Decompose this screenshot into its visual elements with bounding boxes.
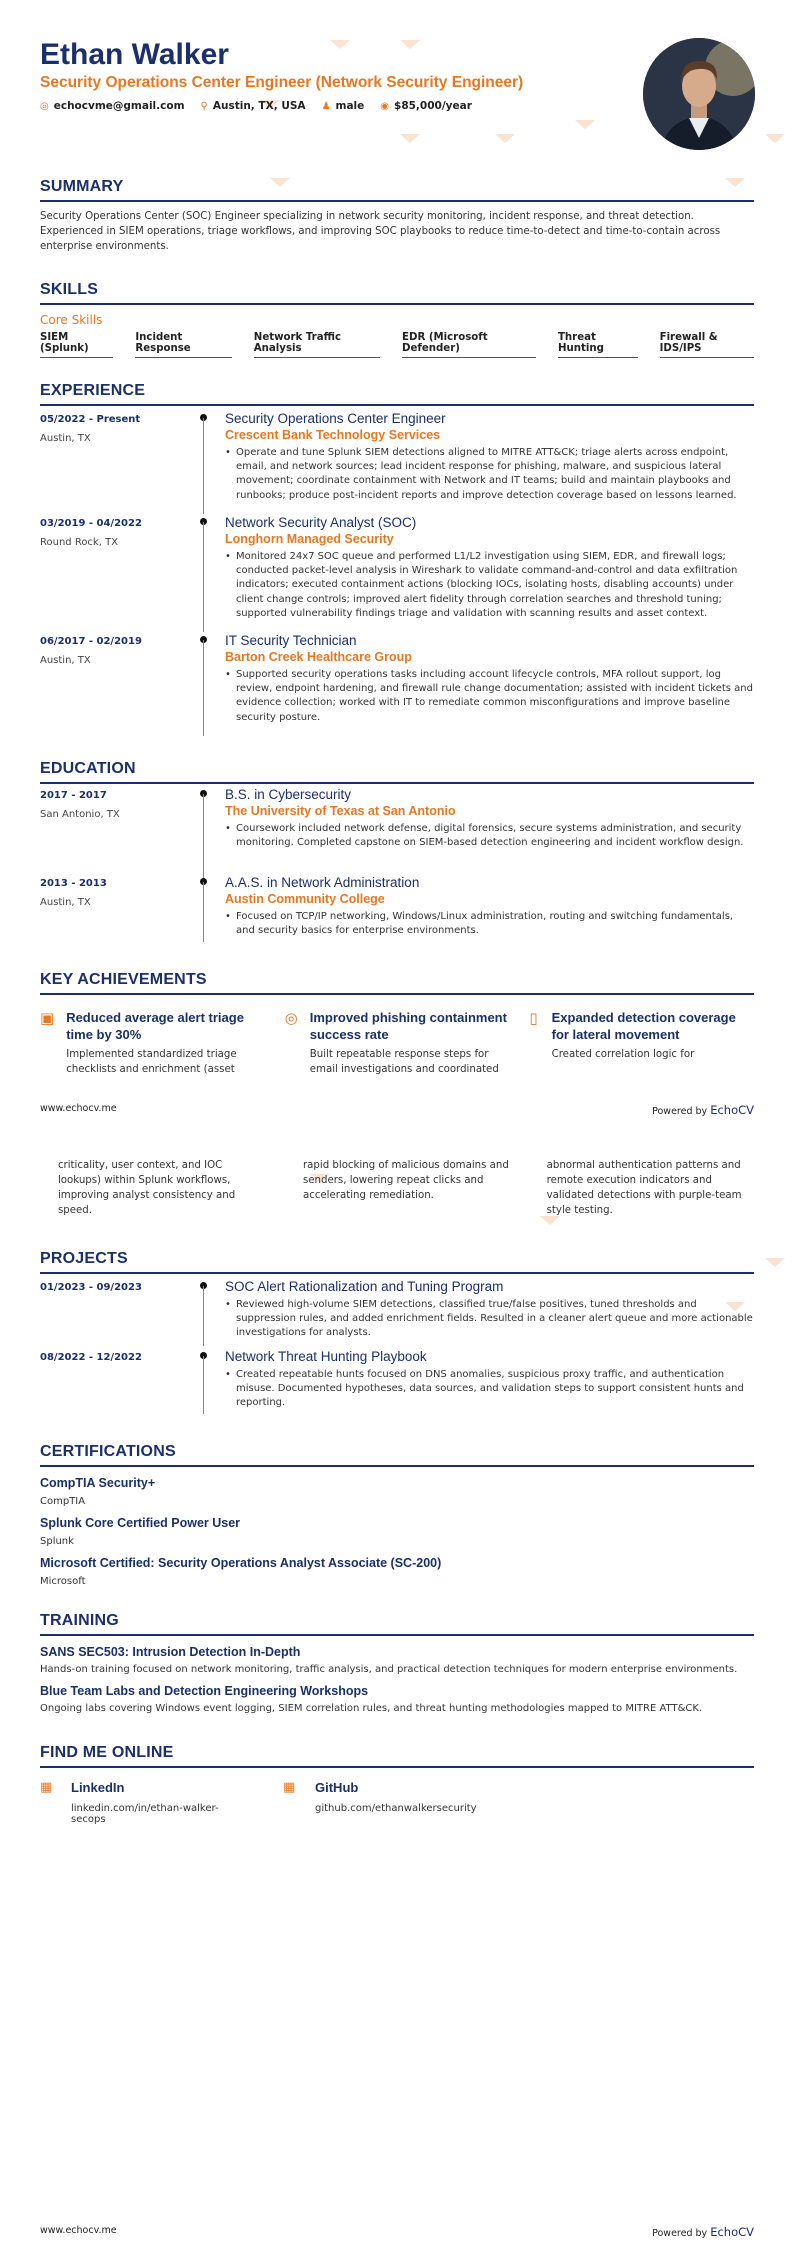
entry-title: SOC Alert Rationalization and Tuning Program [225,1279,504,1294]
achievement-item [285,1009,510,1077]
page-footer [40,2225,754,2239]
entry-org: Austin Community College [225,892,385,906]
cert-issuer: Splunk [40,1536,74,1547]
section-title: KEY ACHIEVEMENTS [40,971,754,995]
achievement-text: rapid blocking of malicious domains and senders, lowering repeat clicks and accelerating remediation. [302,1160,509,1201]
candidate-name: Ethan Walker [40,38,229,71]
cert-name: Splunk Core Certified Power User [40,1516,241,1530]
projects-section [40,1250,754,1409]
entry-description: • Operate and tune Splunk SIEM detections aligned to MITRE ATT&CK; triage alerts across endpoint, email, and network sources; lead incident response for phishing, malware, and suspicious lateral movement; coordinate containment with Network and IT teams; build and maintain playbooks and runbooks; produce post-incident reports and improve detection coverage based on lessons learned. [225,446,754,503]
achievement-text: Created correlation logic for [551,1049,695,1060]
decor-triangle [400,134,420,143]
summary-text: Security Operations Center (SOC) Engineer specializing in network security monitoring, incident response, and threat detection. Experienced in SIEM operations, triage workflows, and improving SOC playbooks to reduce time-to-detect and time-to-contain across enterprise environments. [40,211,721,252]
achievement-item [40,1009,265,1077]
contact-salary: ◉ $85,000/year [380,100,472,112]
entry-description: • Supported security operations tasks including account lifecycle controls, MFA rollout support, log review, endpoint hardening, and firewall rule change documentation; assisted with incident tickets and evidence collection; worked with IT to remediate common misconfigurations and improve baseline security posture. [225,668,754,725]
section-title: FIND ME ONLINE [40,1744,754,1768]
timeline-line [203,522,204,632]
spacer [40,1158,46,1218]
entry-org: Barton Creek Healthcare Group [225,650,412,664]
entry-description: • Focused on TCP/IP networking, Windows/Linux administration, routing and switching fundamentals, and security basics for enterprise environments. [225,910,754,938]
skill-item: Network Traffic Analysis [254,332,380,358]
skills-subtitle: Core Skills [40,313,103,327]
achievement-item [40,1158,265,1218]
timeline-line [203,794,204,878]
cert-name: Microsoft Certified: Security Operations Analyst Associate (SC-200) [40,1556,442,1570]
skill-item: Incident Response [135,332,231,358]
entry-title: B.S. in Cybersecurity [225,787,352,802]
training-name: SANS SEC503: Intrusion Detection In-Depth [40,1645,301,1659]
online-item-github[interactable] [283,1780,486,1825]
calendar-icon: ▦ [283,1780,296,1795]
section-title: SUMMARY [40,178,754,202]
online-url[interactable]: linkedin.com/in/ethan-walker-secops [71,1803,219,1825]
skill-item: EDR (Microsoft Defender) [402,332,536,358]
entry-title: Network Security Analyst (SOC) [225,515,417,530]
achievements-continuation [40,1158,754,1218]
online-name: LinkedIn [71,1780,125,1795]
resume-header [40,38,640,112]
entry-location: Austin, TX [40,897,91,908]
contact-email[interactable]: ◎ echocvme@gmail.com [40,100,185,112]
contact-location: ⚲ Austin, TX, USA [200,100,306,112]
achievement-text: criticality, user context, and IOC lookups) within Splunk workflows, improving analyst consistency and speed. [57,1160,236,1216]
achievements-list [40,1009,754,1077]
section-title: PROJECTS [40,1250,754,1274]
entry-location: Austin, TX [40,433,91,444]
entry-date: 2017 - 2017 [40,790,107,801]
achievements-list-continued [40,1158,754,1218]
candidate-role: Security Operations Center Engineer (Network Security Engineer) [40,74,524,91]
section-title: SKILLS [40,281,754,305]
entry-title: Security Operations Center Engineer [225,411,446,426]
cert-issuer: Microsoft [40,1576,86,1587]
location-pin-icon: ⚲ [200,100,208,112]
cert-issuer: CompTIA [40,1496,86,1507]
profile-photo [643,38,755,150]
entry-location: Austin, TX [40,655,91,666]
achievement-title: Reduced average alert triage time by 30% [66,1010,244,1042]
footer-powered: Powered by EchoCV [652,2225,754,2239]
education-section [40,760,754,937]
entry-description: • Coursework included network defense, digital forensics, secure systems administration, and security monitoring. Completed capstone on SIEM-based detection engineering and incident workflow design. [225,822,754,850]
training-text: Hands-on training focused on network monitoring, traffic analysis, and practical detection techniques for modern enterprise environments. [40,1664,738,1675]
entry-date: 06/2017 - 02/2019 [40,636,142,647]
section-title: TRAINING [40,1612,754,1636]
entry-title: A.A.S. in Network Administration [225,875,420,890]
entry-date: 05/2022 - Present [40,414,141,425]
certifications-section [40,1443,754,1587]
achievements-section [40,971,754,1077]
entry-location: San Antonio, TX [40,809,120,820]
contact-row [40,100,640,112]
online-name: GitHub [315,1780,359,1795]
achievement-title: Expanded detection coverage for lateral movement [551,1010,736,1042]
entry-description: • Monitored 24x7 SOC queue and performed L1/L2 investigation using SIEM, EDR, and firewall logs; conducted packet-level analysis in Wireshark to validate command-and-control and data exfiltration indicators; executed containment actions (blocking IOCs, isolating hosts, disabling accounts) under client change controls; improved alert fidelity through correlation searches and threshold tuning; supported vulnerability findings triage and validation with scanning results and asset context. [225,550,754,621]
timeline-line [203,1286,204,1346]
page-footer [40,1103,754,1117]
achievement-title: Improved phishing containment success rate [309,1010,507,1042]
footer-powered: Powered by EchoCV [652,1103,754,1117]
target-icon: ◎ [284,1009,298,1027]
entry-date: 2013 - 2013 [40,878,107,889]
achievement-item [285,1158,510,1218]
skills-list [40,332,754,358]
achievement-text: abnormal authentication patterns and remote execution indicators and validated detections with purple-team style testing. [546,1160,742,1216]
footer-brand[interactable]: EchoCV [710,2225,754,2239]
entry-description: • Reviewed high-volume SIEM detections, classified true/false positives, tuned thresholds and suppression rules, and added enrichment fields. Resulted in a cleaner alert queue and more actionable investigations for analysts. [225,1298,754,1341]
calendar-icon: ▦ [40,1780,53,1795]
training-name: Blue Team Labs and Detection Engineering Workshops [40,1684,369,1698]
contact-gender: ♟ male [321,100,365,112]
achievement-text: Built repeatable response steps for email investigations and coordinated [309,1049,499,1075]
timeline-line [203,640,204,736]
cert-name: CompTIA Security+ [40,1476,156,1490]
online-section [40,1744,754,1825]
decor-triangle [765,134,785,143]
email-icon: ◎ [40,100,49,112]
footer-site[interactable]: www.echocv.me [40,1103,117,1114]
footer-brand[interactable]: EchoCV [710,1103,754,1117]
spacer [285,1158,291,1218]
entry-org: Longhorn Managed Security [225,532,394,546]
spacer [529,1158,534,1218]
decor-triangle [765,1258,785,1267]
entry-title: IT Security Technician [225,633,357,648]
timeline-line [203,1356,204,1414]
person-icon: ♟ [321,100,331,112]
skill-item: SIEM (Splunk) [40,332,113,358]
entry-location: Round Rock, TX [40,537,119,548]
entry-org: The University of Texas at San Antonio [225,804,456,818]
achievement-text: Implemented standardized triage checklists and enrichment (asset [66,1049,237,1075]
entry-date: 01/2023 - 09/2023 [40,1282,142,1293]
entry-description: • Created repeatable hunts focused on DNS anomalies, suspicious proxy traffic, and authentication misuse. Documented hypotheses, data sources, and validation steps to support consistent hunts and reporting. [225,1368,754,1411]
mobile-icon: ▯ [529,1009,538,1027]
salary-icon: ◉ [380,100,390,112]
timeline-line [203,418,204,514]
online-item-linkedin[interactable] [40,1780,243,1825]
skill-item: Threat Hunting [558,332,638,358]
entry-date: 08/2022 - 12/2022 [40,1352,142,1363]
achievement-item [529,1009,754,1077]
training-text: Ongoing labs covering Windows event logging, SIEM correlation rules, and threat hunting methodologies mapped to MITRE ATT&CK. [40,1703,703,1714]
entry-title: Network Threat Hunting Playbook [225,1349,427,1364]
section-title: EXPERIENCE [40,382,754,406]
achievement-item [529,1158,754,1218]
experience-section [40,382,754,723]
entry-org: Crescent Bank Technology Services [225,428,441,442]
section-title: EDUCATION [40,760,754,784]
footer-site[interactable]: www.echocv.me [40,2225,117,2236]
training-section [40,1612,754,1714]
decor-triangle [575,120,595,129]
chip-icon: ▣ [40,1009,55,1027]
online-list [40,1780,754,1825]
skills-section [40,281,754,358]
summary-section [40,178,754,254]
online-url[interactable]: github.com/ethanwalkersecurity [315,1803,477,1814]
skill-item: Firewall & IDS/IPS [660,332,754,358]
decor-triangle [495,134,515,143]
entry-date: 03/2019 - 04/2022 [40,518,142,529]
timeline-line [203,882,204,942]
section-title: CERTIFICATIONS [40,1443,754,1467]
